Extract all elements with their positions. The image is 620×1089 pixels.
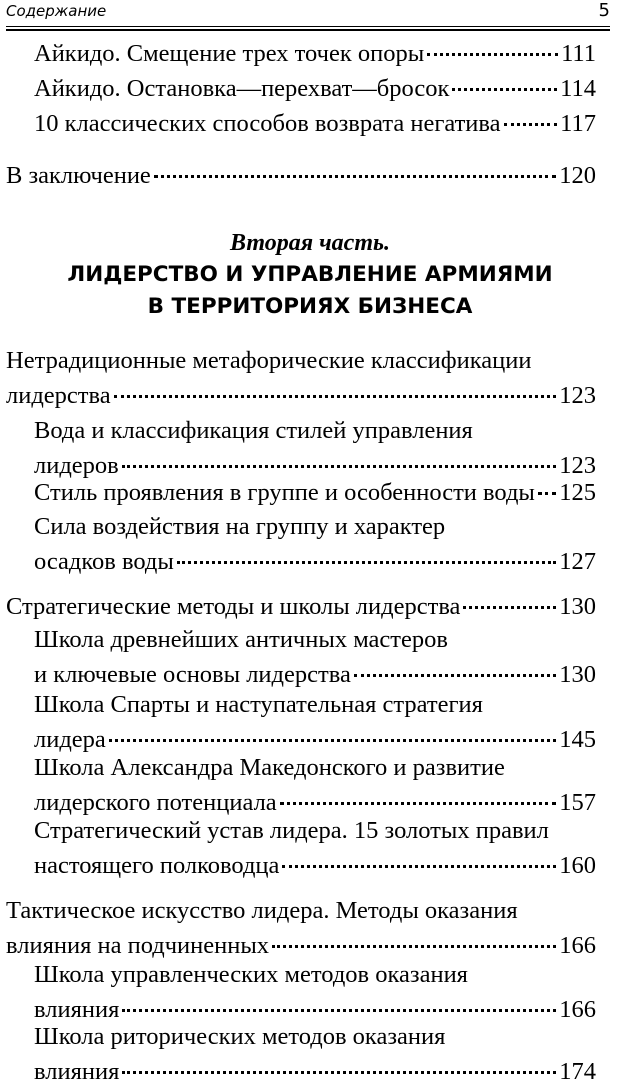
- toc-entry-title-line: Нетрадиционные метафорические классификации: [6, 344, 596, 379]
- toc-entry-page: 157: [559, 786, 596, 821]
- toc-entry-page: 166: [559, 929, 596, 964]
- toc-entry-page: 125: [559, 476, 596, 511]
- toc-entry-title-line: лидерского потенциала: [34, 786, 277, 821]
- toc-entry: [0, 814, 596, 883]
- toc-entry-title-line: Стратегический устав лидера. 15 золотых правил: [34, 814, 596, 849]
- toc-entry-title-line: Школа управленческих методов оказания: [34, 958, 596, 993]
- dot-leader: [354, 674, 556, 677]
- toc-entry-title-line: и ключевые основы лидерства: [34, 658, 351, 693]
- toc-entry-title-line: лидеров: [34, 449, 119, 484]
- toc-entry-title-line: настоящего полководца: [34, 849, 279, 884]
- toc-entry: [0, 894, 596, 963]
- toc-entry-title: Айкидо. Смещение трех точек опоры: [34, 37, 424, 72]
- running-head: Содержание: [6, 2, 106, 20]
- toc-entry-title: Айкидо. Остановка—перехват—бросок: [34, 72, 449, 107]
- toc-entry-title: В заключение: [6, 159, 151, 194]
- part-title-line: В ТЕРРИТОРИЯХ БИЗНЕСА: [0, 291, 620, 323]
- dot-leader: [154, 175, 556, 178]
- toc-entry: [0, 751, 596, 820]
- toc-entry-title-line: осадков воды: [34, 545, 174, 580]
- dot-leader: [504, 123, 558, 126]
- toc-entry-title-line: лидера: [34, 723, 106, 758]
- toc-entry: [0, 958, 596, 1027]
- toc-entry-title-line: лидерства: [6, 379, 111, 414]
- toc-entry: [0, 590, 596, 625]
- toc-entry: [0, 510, 596, 579]
- toc-entry-title-line: Школа древнейших античных мастеров: [34, 623, 596, 658]
- dot-leader: [122, 1009, 556, 1012]
- dot-leader: [109, 739, 556, 742]
- toc-entry: [0, 159, 596, 194]
- toc-entry-title-line: влияния на подчиненных: [6, 929, 269, 964]
- toc-entry-page: 123: [559, 379, 596, 414]
- toc-entry-page: 114: [560, 72, 596, 107]
- toc-entry-title-line: Школа Александра Македонского и развитие: [34, 751, 596, 786]
- toc-entry-page: 174: [559, 1055, 596, 1089]
- toc-entry-title-line: влияния: [34, 1055, 119, 1089]
- toc-entry: [0, 1020, 596, 1089]
- toc-entry-page: 117: [560, 107, 596, 142]
- toc-entry-page: 145: [559, 723, 596, 758]
- toc-entry-page: 111: [561, 37, 596, 72]
- toc-entry-title: Стратегические методы и школы лидерства: [6, 590, 460, 625]
- dot-leader: [427, 53, 558, 56]
- toc-entry: [0, 688, 596, 757]
- toc-entry-page: 120: [559, 159, 596, 194]
- dot-leader: [177, 561, 556, 564]
- page-header: [6, 0, 610, 27]
- toc-entry-page: 160: [559, 849, 596, 884]
- dot-leader: [282, 865, 556, 868]
- toc-entry: [0, 414, 596, 483]
- toc-entry-title-line: влияния: [34, 993, 119, 1028]
- toc-entry-page: 130: [559, 590, 596, 625]
- part-label: Вторая часть.: [0, 230, 620, 257]
- dot-leader: [272, 945, 556, 948]
- dot-leader: [122, 1071, 556, 1074]
- toc-entry-title: Стиль проявления в группе и особенности воды: [34, 476, 535, 511]
- toc-entry: [0, 623, 596, 692]
- toc-entry-title-line: Тактическое искусство лидера. Методы оказания: [6, 894, 596, 929]
- part-title-line: ЛИДЕРСТВО И УПРАВЛЕНИЕ АРМИЯМИ: [0, 259, 620, 291]
- toc-entry-page: 166: [559, 993, 596, 1028]
- toc-entry-title-line: Вода и классификация стилей управления: [34, 414, 596, 449]
- toc-entry-title-line: Школа Спарты и наступательная стратегия: [34, 688, 596, 723]
- toc-entry-page: 130: [559, 658, 596, 693]
- toc-entry: [0, 37, 596, 72]
- dot-leader: [280, 802, 557, 805]
- dot-leader: [538, 492, 556, 495]
- toc-entry-title: 10 классических способов возврата негатива: [34, 107, 501, 142]
- dot-leader: [452, 88, 557, 91]
- toc-entry-title-line: Школа риторических методов оказания: [34, 1020, 596, 1055]
- dot-leader: [122, 465, 557, 468]
- toc-entry: [0, 476, 596, 511]
- page-number: 5: [599, 0, 610, 21]
- dot-leader: [114, 395, 557, 398]
- toc-entry-title-line: Сила воздействия на группу и характер: [34, 510, 596, 545]
- toc-entry-page: 127: [559, 545, 596, 580]
- toc-entry: [0, 72, 596, 107]
- dot-leader: [463, 606, 556, 609]
- toc-entry-page: 123: [559, 449, 596, 484]
- toc-entry: [0, 344, 596, 413]
- toc-entry: [0, 107, 596, 142]
